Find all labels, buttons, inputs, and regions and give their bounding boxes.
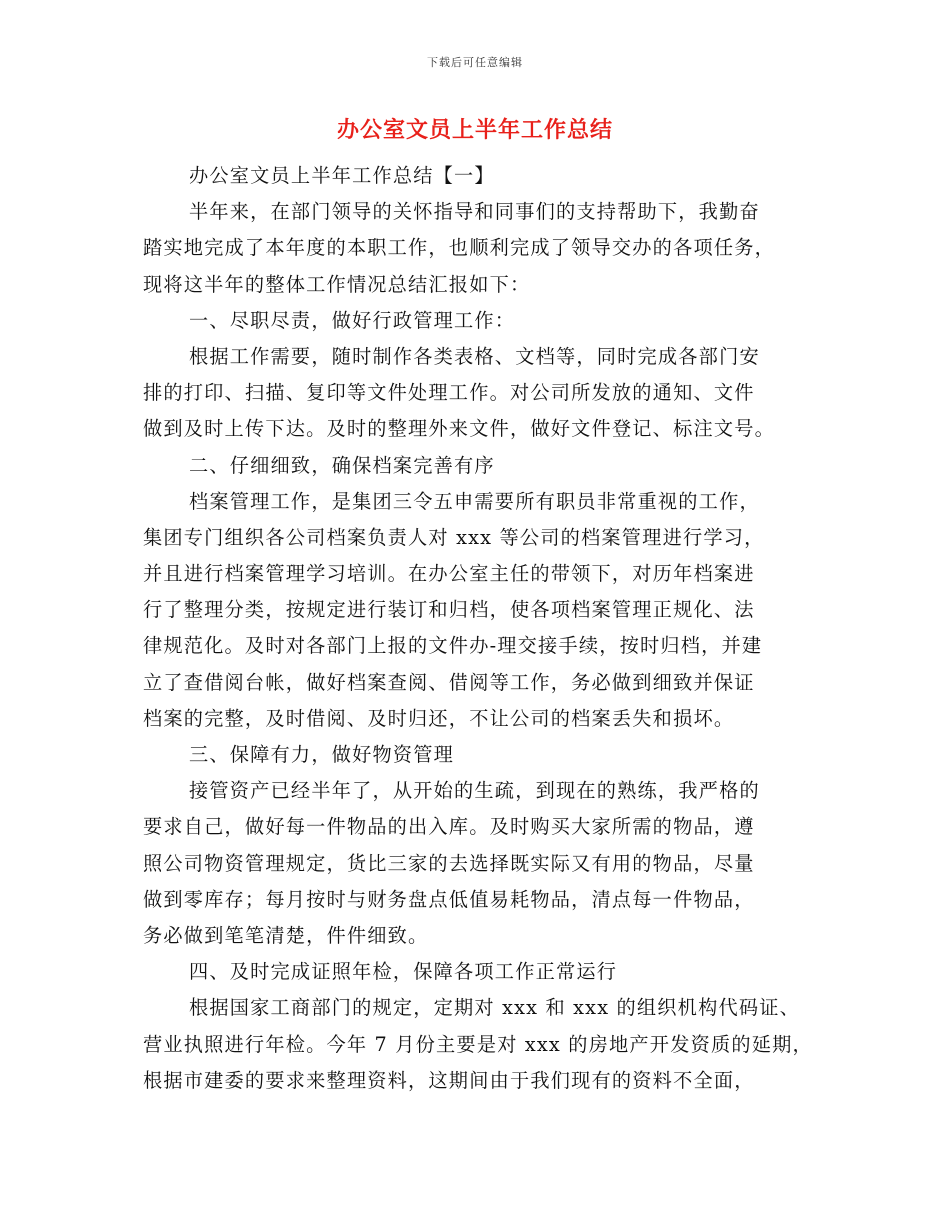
text-line: 营业执照进行年检。今年 7 月份主要是对 xxx 的房地产开发资质的延期， (143, 1032, 813, 1056)
text-line: 档案管理工作，是集团三令五申需要所有职员非常重视的工作， (189, 489, 760, 513)
text-line: 做到零库存；每月按时与财务盘点低值易耗物品，清点每一件物品， (143, 887, 755, 911)
text-line: 踏实地完成了本年度的本职工作，也顺利完成了领导交办的各项任务， (143, 236, 776, 260)
text-line: 并且进行档案管理学习培训。在办公室主任的带领下，对历年档案进 (143, 562, 755, 586)
text-line: 照公司物资管理规定，货比三家的去选择既实际又有用的物品，尽量 (143, 851, 755, 875)
text-line: 档案的完整，及时借阅、及时归还，不让公司的档案丢失和损坏。 (143, 706, 735, 730)
text-line: 接管资产已经半年了，从开始的生疏，到现在的熟练，我严格的 (189, 779, 760, 803)
text-line: 排的打印、扫描、复印等文件处理工作。对公司所发放的通知、文件 (143, 381, 755, 405)
text-line: 根据工作需要，随时制作各类表格、文档等，同时完成各部门安 (189, 344, 760, 368)
text-line: 律规范化。及时对各部门上报的文件办-理交接手续，按时归档，并建 (143, 634, 763, 658)
text-line: 根据市建委的要求来整理资料，这期间由于我们现有的资料不全面， (143, 1068, 755, 1092)
text-line: 行了整理分类，按规定进行装订和归档，使各项档案管理正规化、法 (143, 598, 755, 622)
text-line: 立了查借阅台帐，做好档案查阅、借阅等工作，务必做到细致并保证 (143, 670, 755, 694)
text-line: 务必做到笔笔清楚，件件细致。 (143, 923, 429, 947)
text-line: 二、仔细细致，确保档案完善有序 (189, 453, 495, 477)
text-line: 四、及时完成证照年检，保障各项工作正常运行 (189, 960, 618, 984)
text-line: 办公室文员上半年工作总结【一】 (189, 164, 495, 187)
text-line: 要求自己，做好每一件物品的出入库。及时购买大家所需的物品，遵 (143, 815, 755, 839)
text-line: 一、尽职尽责，做好行政管理工作： (189, 308, 516, 332)
text-line: 做到及时上传下达。及时的整理外来文件，做好文件登记、标注文号。 (143, 417, 776, 441)
header-note: 下载后可任意编辑 (427, 56, 523, 69)
text-line: 半年来，在部门领导的关怀指导和同事们的支持帮助下，我勤奋 (189, 200, 760, 224)
text-line: 三、保障有力，做好物资管理 (189, 743, 455, 766)
text-line: 集团专门组织各公司档案负责人对 xxx 等公司的档案管理进行学习， (143, 525, 765, 549)
text-line: 根据国家工商部门的规定，定期对 xxx 和 xxx 的组织机构代码证、 (189, 996, 801, 1020)
document-title: 办公室文员上半年工作总结 (336, 118, 613, 143)
document-body (143, 158, 833, 1099)
text-line: 现将这半年的整体工作情况总结汇报如下： (143, 272, 531, 296)
